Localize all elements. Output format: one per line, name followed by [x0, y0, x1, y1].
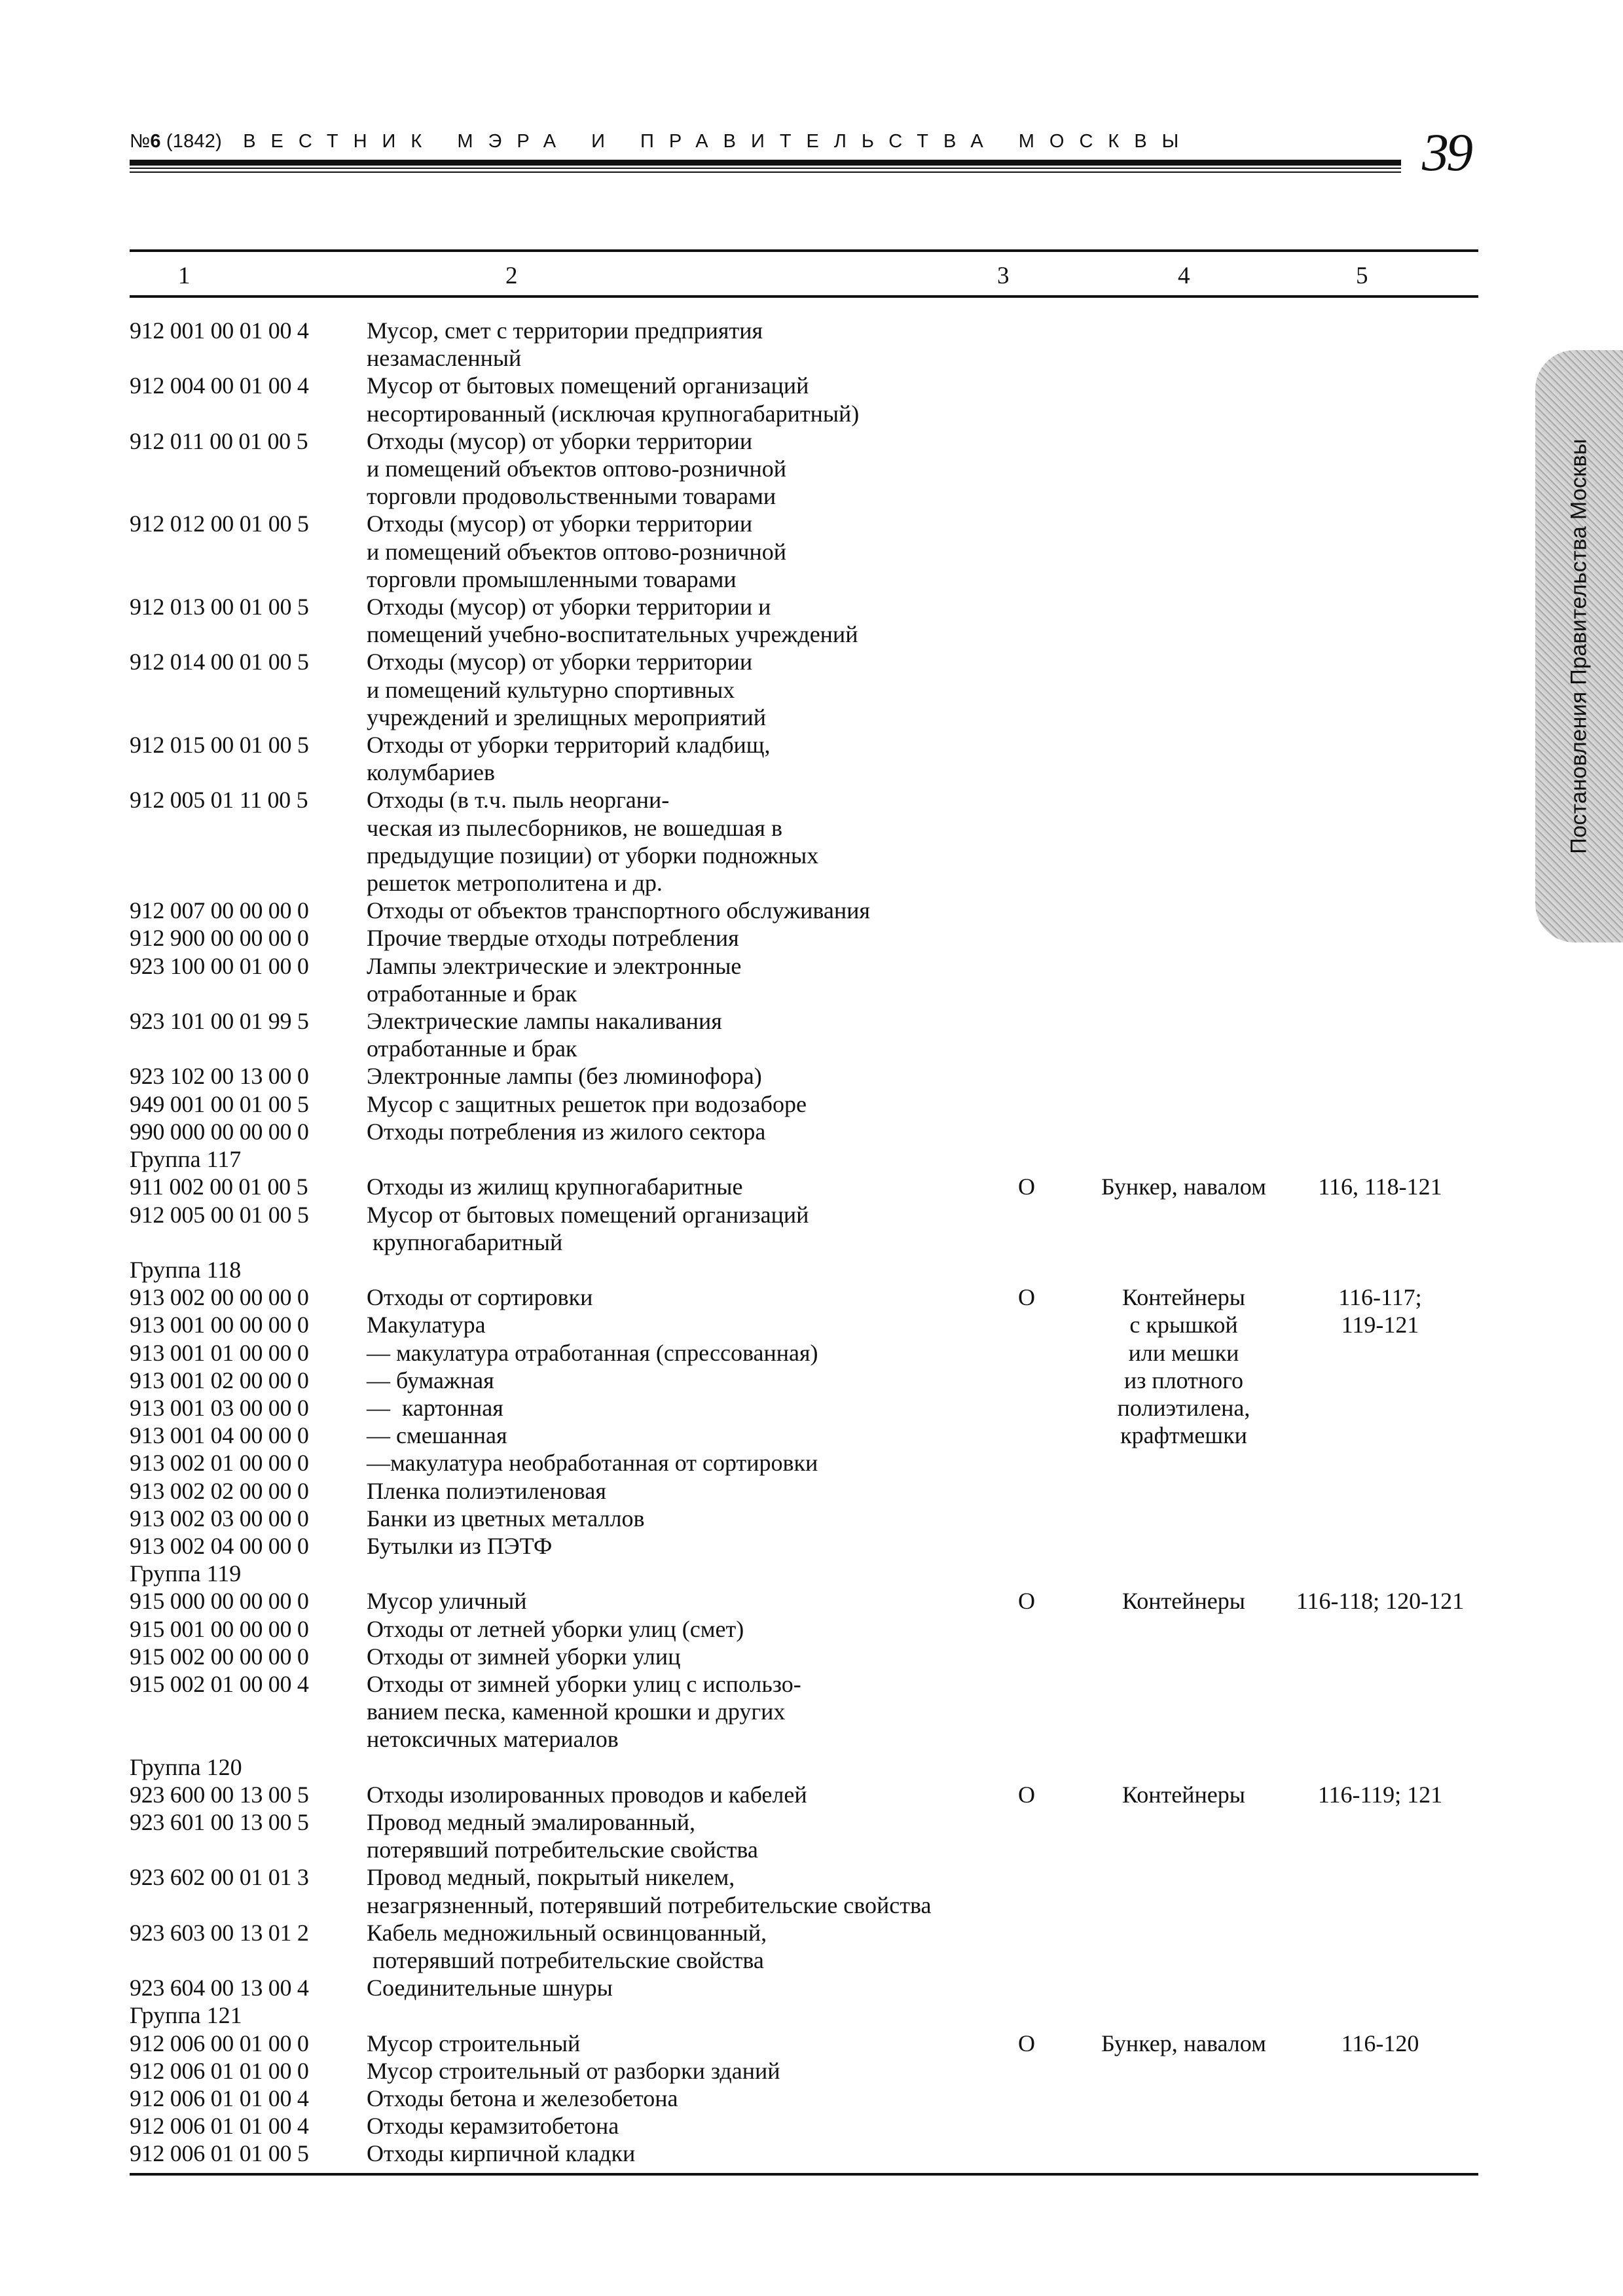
group-heading: Группа 117 — [130, 1146, 242, 1173]
header-rule-thin — [130, 171, 1401, 173]
waste-code: 912 012 00 01 00 5 — [130, 511, 309, 537]
table-row — [130, 1670, 1478, 1753]
group-heading: Группа 119 — [130, 1560, 242, 1587]
table-header — [130, 257, 1478, 293]
waste-name: Мусор уличный — [367, 1588, 527, 1615]
table-row — [130, 1449, 1478, 1477]
table-row — [130, 1919, 1478, 1974]
waste-code: 912 015 00 01 00 5 — [130, 732, 309, 759]
table-row — [130, 1062, 1478, 1090]
table-row — [130, 1781, 1478, 1808]
compatible-groups: 116-119; 121 — [1317, 1781, 1443, 1808]
table-row — [130, 510, 1478, 593]
waste-code: 912 005 01 11 00 5 — [130, 787, 308, 814]
issue-number: 6 — [150, 131, 161, 152]
waste-name: Мусор, смет с территории предприятия незамасленный — [367, 317, 763, 372]
waste-name: Прочие твердые отходы потребления — [367, 925, 739, 952]
waste-name: Кабель медножильный освинцованный, потерявший потребительские свойства — [367, 1919, 767, 1973]
waste-code: 923 102 00 13 00 0 — [130, 1063, 309, 1090]
waste-code: 990 000 00 00 00 0 — [130, 1118, 309, 1145]
page-number: 39 — [1422, 122, 1470, 182]
waste-code: 915 002 00 00 00 0 — [130, 1643, 309, 1670]
storage-method: Контейнеры с крышкой или мешки из плотного полиэтилена, крафтмешки — [1117, 1284, 1250, 1449]
table-row — [130, 2030, 1478, 2057]
waste-name: Отходы от летней уборки улиц (смет) — [367, 1615, 744, 1642]
waste-code: 915 001 00 00 00 0 — [130, 1615, 309, 1642]
compatible-groups: 116-117; 119-121 — [1338, 1284, 1422, 1338]
waste-name: Отходы от уборки территорий кладбищ, колумбариев — [367, 732, 771, 786]
table-row — [130, 1974, 1478, 2001]
compatible-groups: 116, 118-121 — [1318, 1174, 1442, 1200]
waste-code: 913 002 02 00 00 0 — [130, 1477, 309, 1504]
waste-name: Провод медный эмалированный, потерявший потребительские свойства — [367, 1808, 758, 1863]
table-row — [130, 1808, 1478, 1863]
waste-code: 912 006 00 01 00 0 — [130, 2030, 309, 2056]
table-body — [130, 317, 1478, 2168]
waste-code: 915 002 01 00 00 4 — [130, 1670, 309, 1697]
waste-name: Пленка полиэтиленовая — [367, 1477, 606, 1504]
section-side-tab-label: Постановления Правительства Москвы — [1566, 439, 1592, 854]
column-header: 4 — [1178, 262, 1190, 289]
table-row — [130, 317, 1478, 372]
group-heading: Группа 118 — [130, 1256, 242, 1283]
header-rule-thin — [130, 168, 1401, 169]
waste-name: Мусор строительный от разборки зданий — [367, 2057, 780, 2084]
hazard-class: О — [1018, 1588, 1035, 1615]
waste-name: Отходы от сортировки — [367, 1284, 593, 1311]
compatible-groups: 116-118; 120-121 — [1296, 1588, 1465, 1615]
table-row — [130, 1422, 1478, 1449]
table-row — [130, 731, 1478, 786]
waste-name: Отходы (мусор) от уборки территории и помещений объектов оптово-розничной торговли продовольственными товарами — [367, 427, 787, 510]
column-header: 3 — [997, 262, 1010, 289]
waste-name: Отходы от зимней уборки улиц — [367, 1643, 681, 1670]
table-row — [130, 1477, 1478, 1505]
waste-code: 912 014 00 01 00 5 — [130, 649, 309, 675]
waste-code: 912 006 01 01 00 5 — [130, 2140, 309, 2167]
hazard-class: О — [1018, 1781, 1035, 1808]
table-row — [130, 2057, 1478, 2085]
waste-name: Отходы керамзитобетона — [367, 2113, 619, 2140]
waste-code: 913 002 04 00 00 0 — [130, 1532, 309, 1559]
table-row — [130, 1118, 1478, 1145]
table-row — [130, 372, 1478, 427]
table-row — [130, 648, 1478, 731]
waste-name: Отходы потребления из жилого сектора — [367, 1118, 766, 1145]
hazard-class: О — [1018, 2030, 1035, 2056]
waste-name: Банки из цветных металлов — [367, 1505, 645, 1532]
waste-name: Отходы (мусор) от уборки территории и помещений культурно спортивных учреждений и зрелищных мероприятий — [367, 649, 767, 730]
waste-name: Отходы бетона и железобетона — [367, 2085, 678, 2111]
journal-title: ВЕСТНИК МЭРА И ПРАВИТЕЛЬСТВА МОСКВЫ — [243, 131, 1194, 152]
table-row — [130, 2140, 1478, 2167]
waste-name: Отходы из жилищ крупногабаритные — [367, 1174, 743, 1200]
hazard-class: О — [1018, 1284, 1035, 1311]
waste-code: 913 002 01 00 00 0 — [130, 1450, 309, 1477]
table-row — [130, 1311, 1478, 1338]
waste-name: Отходы изолированных проводов и кабелей — [367, 1781, 807, 1808]
table-row — [130, 1173, 1478, 1200]
waste-code: 913 001 01 00 00 0 — [130, 1339, 309, 1366]
group-heading: Группа 121 — [130, 2002, 242, 2029]
table-row — [130, 593, 1478, 648]
section-side-tab-label-wrap — [1535, 350, 1623, 942]
waste-code: 923 601 00 13 00 5 — [130, 1808, 309, 1835]
waste-name: — картонная — [367, 1394, 503, 1421]
hazard-class: О — [1018, 1174, 1035, 1200]
table-row — [130, 1587, 1478, 1615]
waste-name: Провод медный, покрытый никелем, незагрязненный, потерявший потребительские свойства — [367, 1864, 932, 1918]
header-rule — [130, 160, 1401, 166]
waste-name: — макулатура отработанная (спрессованная) — [367, 1339, 818, 1366]
compatible-groups: 116-120 — [1341, 2030, 1419, 2056]
waste-name: Отходы (мусор) от уборки территории и помещений объектов оптово-розничной торговли промышленными товарами — [367, 511, 787, 592]
waste-name: Отходы (в т.ч. пыль неоргани- ческая из пылесборников, не вошедшая в предыдущие позиции) от уборки подножных решеток метрополитена и др. — [367, 787, 819, 897]
table-row — [130, 1615, 1478, 1643]
table-row — [130, 1367, 1478, 1394]
waste-code: 923 101 00 01 99 5 — [130, 1008, 309, 1035]
table-row — [130, 952, 1478, 1007]
waste-name: —макулатура необработанная от сортировки — [367, 1450, 818, 1477]
waste-code: 923 604 00 13 00 4 — [130, 1975, 309, 2001]
storage-method: Контейнеры — [1122, 1588, 1245, 1615]
running-header — [130, 131, 1194, 152]
waste-code: 912 900 00 00 00 0 — [130, 925, 309, 952]
waste-code: 913 001 00 00 00 0 — [130, 1312, 309, 1338]
waste-code: 913 002 03 00 00 0 — [130, 1505, 309, 1532]
waste-name: Отходы от зимней уборки улиц с использо- ванием песка, каменной крошки и других нетоксичных материалов — [367, 1670, 801, 1753]
waste-code: 923 600 00 13 00 5 — [130, 1781, 309, 1808]
column-header: 5 — [1356, 262, 1368, 289]
waste-code: 913 001 04 00 00 0 — [130, 1422, 309, 1449]
waste-code: 912 006 01 01 00 4 — [130, 2085, 309, 2111]
table-bottom-rule — [130, 2173, 1478, 2176]
waste-name: — бумажная — [367, 1367, 494, 1393]
storage-method: Контейнеры — [1122, 1781, 1245, 1808]
waste-code: 913 001 03 00 00 0 — [130, 1394, 309, 1421]
table-row — [130, 1007, 1478, 1062]
waste-name: Мусор с защитных решеток при водозаборе — [367, 1090, 807, 1117]
waste-code: 923 100 00 01 00 0 — [130, 952, 309, 979]
table-row — [130, 1339, 1478, 1367]
waste-code: 913 002 00 00 00 0 — [130, 1284, 309, 1311]
waste-name: Электронные лампы (без люминофора) — [367, 1063, 762, 1090]
column-header: 1 — [178, 262, 191, 289]
table-top-rule — [130, 249, 1478, 252]
waste-code: 912 006 01 01 00 0 — [130, 2057, 309, 2084]
waste-code: 913 001 02 00 00 0 — [130, 1367, 309, 1393]
waste-code: 911 002 00 01 00 5 — [130, 1174, 308, 1200]
table-row — [130, 897, 1478, 924]
waste-code: 949 001 00 01 00 5 — [130, 1090, 309, 1117]
issue-total: (1842) — [166, 131, 222, 152]
waste-name: Отходы кирпичной кладки — [367, 2140, 636, 2167]
group-heading: Группа 120 — [130, 1753, 242, 1780]
table-row — [130, 1505, 1478, 1532]
table-row — [130, 1394, 1478, 1422]
table-row — [130, 1201, 1478, 1256]
waste-name: Лампы электрические и электронные отработанные и брак — [367, 952, 742, 1007]
waste-name: Отходы от объектов транспортного обслуживания — [367, 897, 870, 924]
waste-code: 912 004 00 01 00 4 — [130, 372, 309, 399]
table-row — [130, 427, 1478, 511]
waste-name: — смешанная — [367, 1422, 507, 1449]
waste-code: 912 006 01 01 00 4 — [130, 2113, 309, 2140]
issue-symbol: № — [130, 131, 151, 152]
storage-method: Бункер, навалом — [1101, 2030, 1266, 2056]
table-row — [130, 2112, 1478, 2140]
waste-name: Мусор строительный — [367, 2030, 581, 2056]
table-row — [130, 1643, 1478, 1670]
column-header: 2 — [505, 262, 518, 289]
waste-code: 912 013 00 01 00 5 — [130, 594, 309, 620]
table-row — [130, 924, 1478, 952]
table-row — [130, 2085, 1478, 2112]
waste-name: Электрические лампы накаливания отработанные и брак — [367, 1008, 722, 1062]
storage-method: Бункер, навалом — [1101, 1174, 1266, 1200]
waste-name: Макулатура — [367, 1312, 486, 1338]
table-row — [130, 1532, 1478, 1560]
waste-code: 915 000 00 00 00 0 — [130, 1588, 309, 1615]
waste-code: 912 007 00 00 00 0 — [130, 897, 309, 924]
waste-name: Отходы (мусор) от уборки территории и помещений учебно-воспитательных учреждений — [367, 594, 858, 648]
waste-code: 912 001 00 01 00 4 — [130, 317, 309, 344]
waste-name: Бутылки из ПЭТФ — [367, 1532, 553, 1559]
table-row — [130, 1090, 1478, 1118]
waste-code: 923 602 00 01 01 3 — [130, 1864, 309, 1891]
table-row — [130, 786, 1478, 897]
waste-name: Мусор от бытовых помещений организаций крупногабаритный — [367, 1201, 809, 1255]
table-row — [130, 1863, 1478, 1918]
waste-code: 912 011 00 01 00 5 — [130, 427, 308, 454]
waste-code: 923 603 00 13 01 2 — [130, 1919, 309, 1946]
waste-name: Мусор от бытовых помещений организаций несортированный (исключая крупногабаритный) — [367, 372, 860, 427]
table-header-rule — [130, 295, 1478, 298]
waste-code: 912 005 00 01 00 5 — [130, 1201, 309, 1228]
waste-name: Соединительные шнуры — [367, 1975, 613, 2001]
